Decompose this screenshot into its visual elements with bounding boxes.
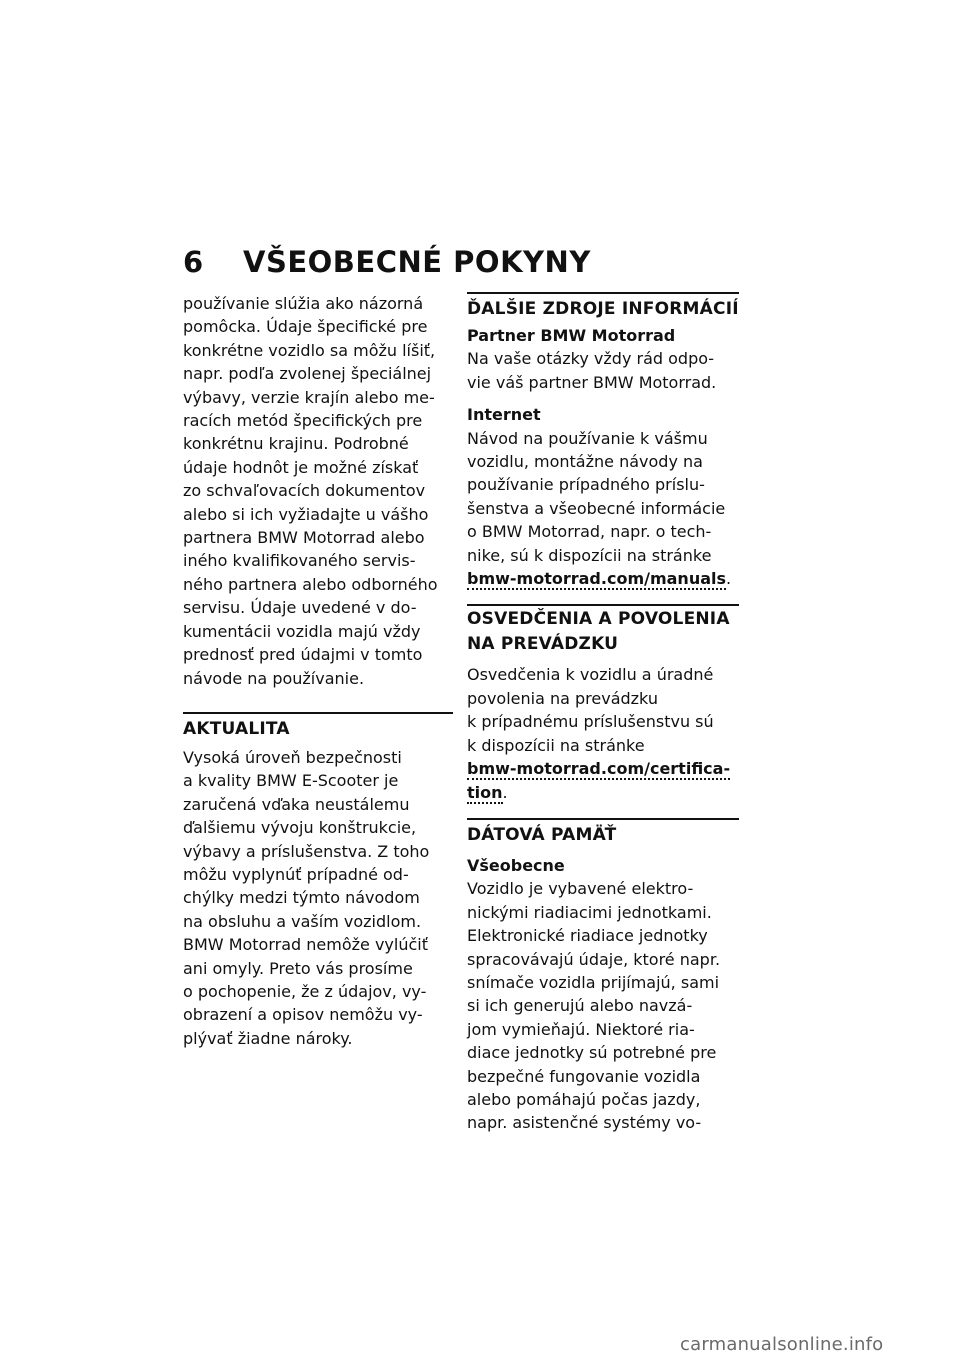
- chapter-title: VŠEOBECNÉ POKYNY: [243, 245, 591, 279]
- text-line: výbavy, verzie krajín alebo me-: [183, 387, 435, 407]
- certs-heading-line2: NA PREVÁDZKU: [467, 634, 619, 655]
- text-line: Návod na používanie k vášmu: [467, 428, 708, 448]
- text-line: údaje hodnôt je možné získať: [183, 457, 419, 477]
- text-line: bezpečné fungovanie vozidla: [467, 1066, 701, 1086]
- text-line: zo schvaľovacích dokumentov: [183, 481, 426, 501]
- text-line: snímače vozidla prijímajú, sami: [467, 972, 720, 992]
- text-line: na obsluhu a vaším vozidlom.: [183, 911, 422, 931]
- text-line: ďalšiemu vývoju konštrukcie,: [183, 818, 417, 838]
- sources-heading: ĎALŠIE ZDROJE INFORMÁCIÍ: [467, 299, 739, 319]
- chapter-number: 6: [183, 245, 204, 279]
- text-line: iného kvalifikovaného servis-: [183, 551, 416, 571]
- text-line: povolenia na prevádzku: [467, 688, 658, 708]
- aktualita-heading: AKTUALITA: [183, 718, 290, 739]
- section-divider: [467, 604, 739, 606]
- memory-heading: DÁTOVÁ PAMÄŤ: [467, 824, 617, 845]
- text-line: konkrétne vozidlo sa môžu líšiť,: [183, 340, 436, 360]
- partner-paragraph: [467, 347, 739, 394]
- section-divider: [183, 712, 453, 714]
- text-line: napr. podľa zvolenej špeciálnej: [183, 364, 432, 384]
- manuals-link[interactable]: bmw-motorrad.com/manuals: [467, 569, 727, 589]
- intro-paragraph: [183, 292, 453, 690]
- link-line: [467, 781, 739, 804]
- link-suffix: .: [726, 569, 732, 589]
- internet-subheading: Internet: [467, 405, 541, 425]
- text-line: Vozidlo je vybavené elektro-: [467, 879, 694, 899]
- left-column: [183, 292, 453, 1050]
- text-line: o pochopenie, že z údajov, vy-: [183, 981, 427, 1001]
- text-line: nike, sú k dispozícii na stránke: [467, 545, 712, 565]
- text-line: spracovávajú údaje, ktoré napr.: [467, 949, 721, 969]
- text-line: vie váš partner BMW Motorrad.: [467, 372, 717, 392]
- text-line: prednosť pred údajmi v tomto: [183, 645, 423, 665]
- text-line: návode na používanie.: [183, 668, 365, 688]
- text-line: alebo si ich vyžiadajte u vášho: [183, 504, 429, 524]
- text-line: používanie prípadného príslu-: [467, 475, 705, 495]
- text-line: výbavy a príslušenstva. Z toho: [183, 841, 430, 861]
- text-line: Vysoká úroveň bezpečnosti: [183, 747, 402, 767]
- text-line: Osvedčenia k vozidlu a úradné: [467, 665, 714, 685]
- memory-paragraph: [467, 877, 739, 1134]
- text-line: zaručená vďaka neustálemu: [183, 794, 410, 814]
- section-divider: [467, 292, 739, 294]
- link-line: [467, 757, 739, 780]
- text-line: chýlky medzi týmto návodom: [183, 888, 420, 908]
- text-line: o BMW Motorrad, napr. o tech-: [467, 522, 712, 542]
- text-line: alebo pomáhajú počas jazdy,: [467, 1089, 701, 1109]
- text-line: šenstva a všeobecné informácie: [467, 498, 726, 518]
- partner-subheading: Partner BMW Motorrad: [467, 326, 676, 345]
- text-line: vozidlu, montážne návody na: [467, 452, 703, 472]
- link-suffix: .: [502, 782, 508, 802]
- section-divider: [467, 818, 739, 820]
- text-line: BMW Motorrad nemôže vylúčiť: [183, 935, 428, 955]
- text-line: Elektronické riadiace jednotky: [467, 926, 708, 946]
- text-line: diace jednotky sú potrebné pre: [467, 1043, 717, 1063]
- text-line: nickými riadiacimi jednotkami.: [467, 902, 712, 922]
- text-line: servisu. Údaje uvedené v do-: [183, 598, 417, 618]
- watermark: carmanualsonline.info: [680, 1334, 884, 1355]
- text-line: k dispozícii na stránke: [467, 735, 645, 755]
- right-column: [467, 292, 739, 1135]
- chapter-heading: [183, 242, 591, 282]
- aktualita-paragraph: [183, 746, 453, 1050]
- text-line: jom vymieňajú. Niektoré ria-: [467, 1019, 695, 1039]
- text-line: pomôcka. Údaje špecifické pre: [183, 317, 428, 337]
- text-line: konkrétnu krajinu. Podrobné: [183, 434, 409, 454]
- certs-paragraph: [467, 663, 739, 803]
- text-line: ani omyly. Preto vás prosíme: [183, 958, 413, 978]
- text-line: k prípadnému príslušenstvu sú: [467, 712, 714, 732]
- text-line: ného partnera alebo odborného: [183, 574, 438, 594]
- certification-link[interactable]: bmw-motorrad.com/certifica-: [467, 759, 731, 779]
- text-line: partnera BMW Motorrad alebo: [183, 528, 425, 548]
- text-line: obrazení a opisov nemôžu vy-: [183, 1005, 423, 1025]
- text-line: racích metód špecifických pre: [183, 411, 423, 431]
- text-line: kumentácii vozidla majú vždy: [183, 621, 421, 641]
- internet-paragraph: [467, 427, 739, 591]
- text-line: používanie slúžia ako názorná: [183, 294, 424, 313]
- certs-heading-line1: OSVEDČENIA A POVOLENIA: [467, 609, 730, 630]
- text-line: napr. asistenčné systémy vo-: [467, 1113, 702, 1133]
- certification-link-continued[interactable]: tion: [467, 782, 503, 802]
- memory-subheading: Všeobecne: [467, 855, 565, 875]
- text-line: Na vaše otázky vždy rád odpo-: [467, 349, 715, 369]
- text-line: si ich generujú alebo navzá-: [467, 996, 693, 1016]
- text-line: plývať žiadne nároky.: [183, 1028, 353, 1048]
- text-line: môžu vyplynúť prípadné od-: [183, 864, 409, 884]
- text-line: a kvality BMW E-Scooter je: [183, 771, 399, 791]
- link-line: [467, 567, 739, 590]
